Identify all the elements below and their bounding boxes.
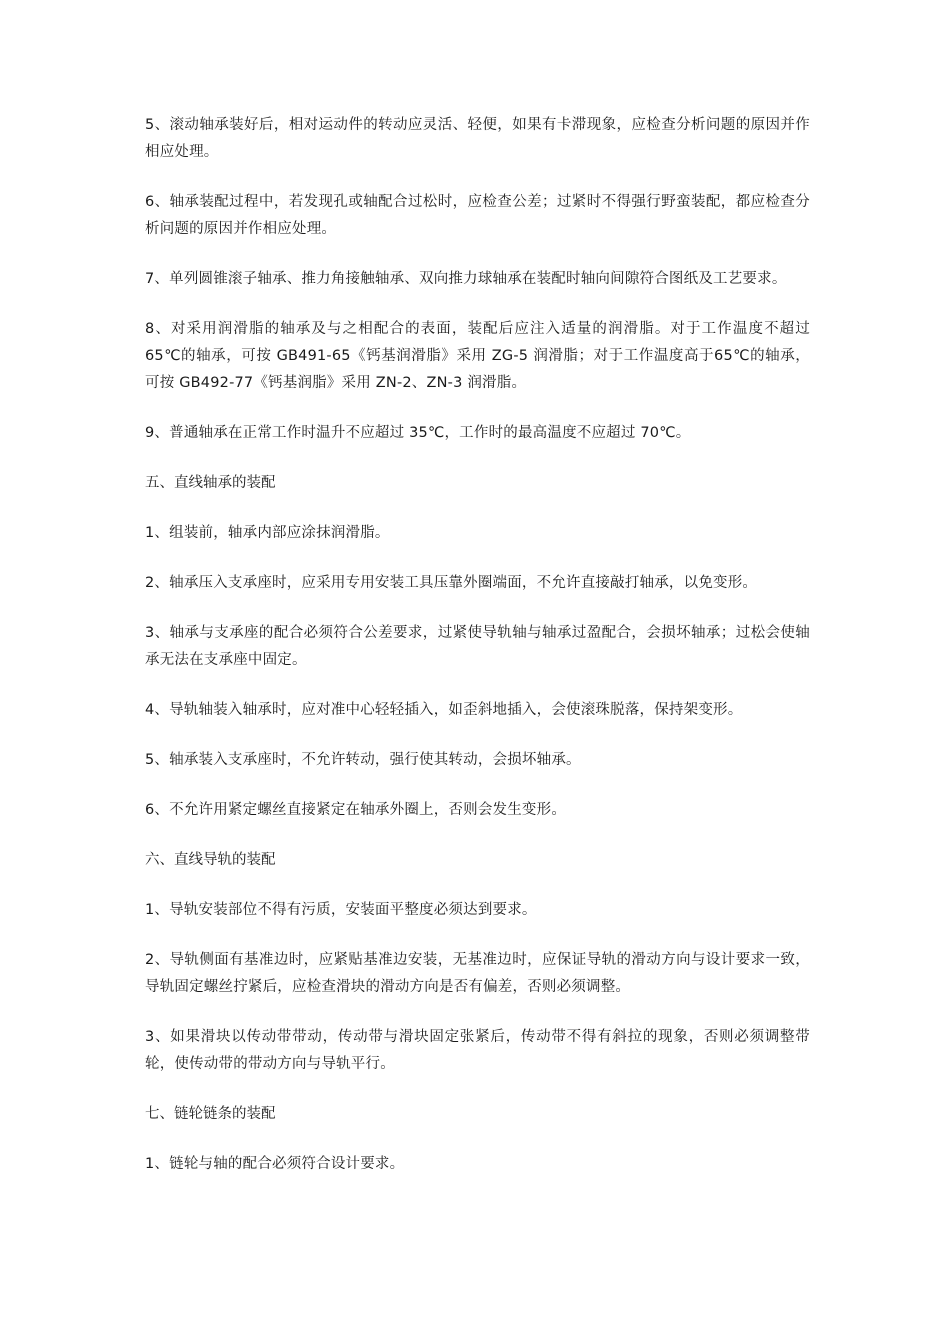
paragraph-item-9-temperature: 9、普通轴承在正常工作时温升不应超过 35℃，工作时的最高温度不应超过 70℃。 (145, 425, 691, 441)
paragraph-item-7-axial-clearance: 7、单列圆锥滚子轴承、推力角接触轴承、双向推力球轴承在装配时轴向间隙符合图纸及工艺要求。 (145, 271, 787, 287)
section-heading-linear-bearing: 五、直线轴承的装配 (145, 475, 276, 491)
section-heading-linear-guide: 六、直线导轨的装配 (145, 852, 276, 868)
paragraph-linear-guide-2: 2、导轨侧面有基准边时，应紧贴基准边安装，无基准边时，应保证导轨的滑动方向与设计要求一致，导轨固定螺丝拧紧后，应检查滑块的滑动方向是否有偏差，否则必须调整。 (145, 952, 810, 995)
paragraph-linear-guide-3: 3、如果滑块以传动带带动，传动带与滑块固定张紧后，传动带不得有斜拉的现象，否则必须调整带轮，使传动带的带动方向与导轨平行。 (145, 1029, 810, 1072)
paragraph-linear-bearing-4: 4、导轨轴装入轴承时，应对准中心轻轻插入，如歪斜地插入，会使滚珠脱落，保持架变形。 (145, 702, 743, 718)
paragraph-linear-bearing-5: 5、轴承装入支承座时，不允许转动，强行使其转动，会损坏轴承。 (145, 752, 581, 768)
paragraph-item-8-lubrication: 8、对采用润滑脂的轴承及与之相配合的表面，装配后应注入适量的润滑脂。对于工作温度不超过 65℃的轴承，可按 GB491-65《钙基润滑脂》采用 ZG-5 润滑脂；对于工作温度高于65℃的轴承，可按 GB492-77《钙基润脂》采用 ZN-2、ZN-3 润滑脂。 (145, 321, 810, 391)
paragraph-sprocket-chain-1: 1、链轮与轴的配合必须符合设计要求。 (145, 1156, 405, 1172)
paragraph-linear-bearing-2: 2、轴承压入支承座时，应采用专用安装工具压靠外圈端面，不允许直接敲打轴承，以免变形。 (145, 575, 758, 591)
paragraph-linear-guide-1: 1、导轨安装部位不得有污质，安装面平整度必须达到要求。 (145, 902, 537, 918)
paragraph-item-5-rolling-bearing: 5、滚动轴承装好后，相对运动件的转动应灵活、轻便，如果有卡滞现象，应检查分析问题的原因并作相应处理。 (145, 117, 810, 160)
section-heading-sprocket-chain: 七、链轮链条的装配 (145, 1106, 276, 1122)
document-page (145, 112, 810, 1201)
paragraph-linear-bearing-3: 3、轴承与支承座的配合必须符合公差要求，过紧使导轨轴与轴承过盈配合，会损坏轴承；过松会使轴承无法在支承座中固定。 (145, 625, 810, 668)
paragraph-item-6-bearing-fit: 6、轴承装配过程中，若发现孔或轴配合过松时，应检查公差；过紧时不得强行野蛮装配，都应检查分析问题的原因并作相应处理。 (145, 194, 810, 237)
paragraph-linear-bearing-6: 6、不允许用紧定螺丝直接紧定在轴承外圈上，否则会发生变形。 (145, 802, 567, 818)
paragraph-linear-bearing-1: 1、组装前，轴承内部应涂抹润滑脂。 (145, 525, 390, 541)
